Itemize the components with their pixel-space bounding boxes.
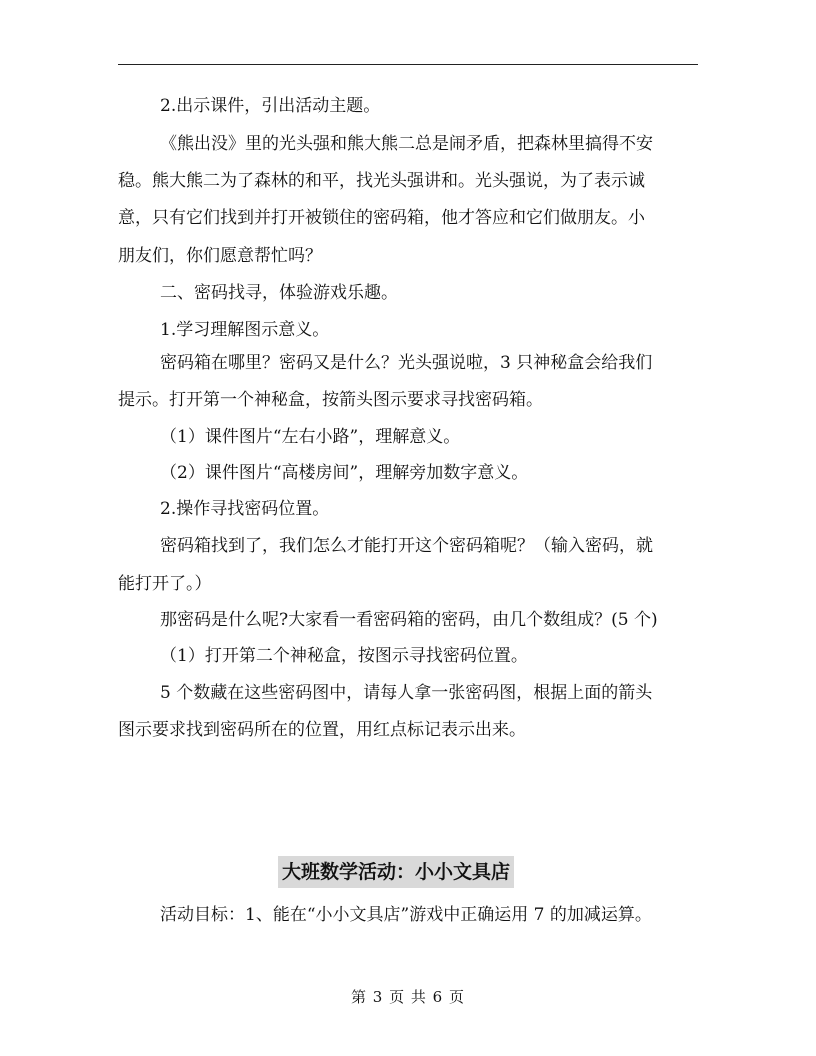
- body-line: （1）打开第二个神秘盒，按图示寻找密码位置。: [160, 646, 528, 666]
- objective-line: 活动目标：1、能在“小小文具店”游戏中正确运用 7 的加减运算。: [160, 905, 652, 925]
- body-line: 2.操作寻找密码位置。: [160, 499, 330, 519]
- body-line: 《熊出没》里的光头强和熊大熊二总是闹矛盾，把森林里搞得不安: [160, 134, 653, 154]
- body-line: 提示。打开第一个神秘盒，按箭头图示要求寻找密码箱。: [118, 390, 543, 410]
- body-line: （1）课件图片“左右小路”，理解意义。: [160, 427, 461, 447]
- body-line: 密码箱在哪里？密码又是什么？光头强说啦，3 只神秘盒会给我们: [160, 353, 653, 373]
- body-line: 朋友们，你们愿意帮忙吗？: [118, 246, 322, 266]
- body-line: 1.学习理解图示意义。: [160, 320, 330, 340]
- body-line: 密码箱找到了，我们怎么才能打开这个密码箱呢？（输入密码，就: [160, 536, 653, 556]
- body-line: 图示要求找到密码所在的位置，用红点标记表示出来。: [118, 720, 526, 740]
- body-line: 意，只有它们找到并打开被锁住的密码箱，他才答应和它们做朋友。小: [118, 208, 645, 228]
- body-line: 那密码是什么呢?大家看一看密码箱的密码，由几个数组成？(5 个): [160, 610, 658, 630]
- body-line: 2.出示课件，引出活动主题。: [160, 96, 381, 116]
- body-line: 能打开了。）: [118, 574, 212, 594]
- body-line: 二、密码找寻，体验游戏乐趣。: [160, 283, 398, 303]
- page-footer: 第 3 页 共 6 页: [351, 988, 465, 1006]
- section-title: 大班数学活动：小小文具店: [278, 856, 514, 888]
- body-line: 稳。熊大熊二为了森林的和平，找光头强讲和。光头强说，为了表示诚: [118, 171, 645, 191]
- body-line: （2）课件图片“高楼房间”，理解旁加数字意义。: [160, 463, 529, 483]
- body-line: 5 个数藏在这些密码图中，请每人拿一张密码图，根据上面的箭头: [160, 683, 653, 703]
- header-rule: [118, 64, 698, 65]
